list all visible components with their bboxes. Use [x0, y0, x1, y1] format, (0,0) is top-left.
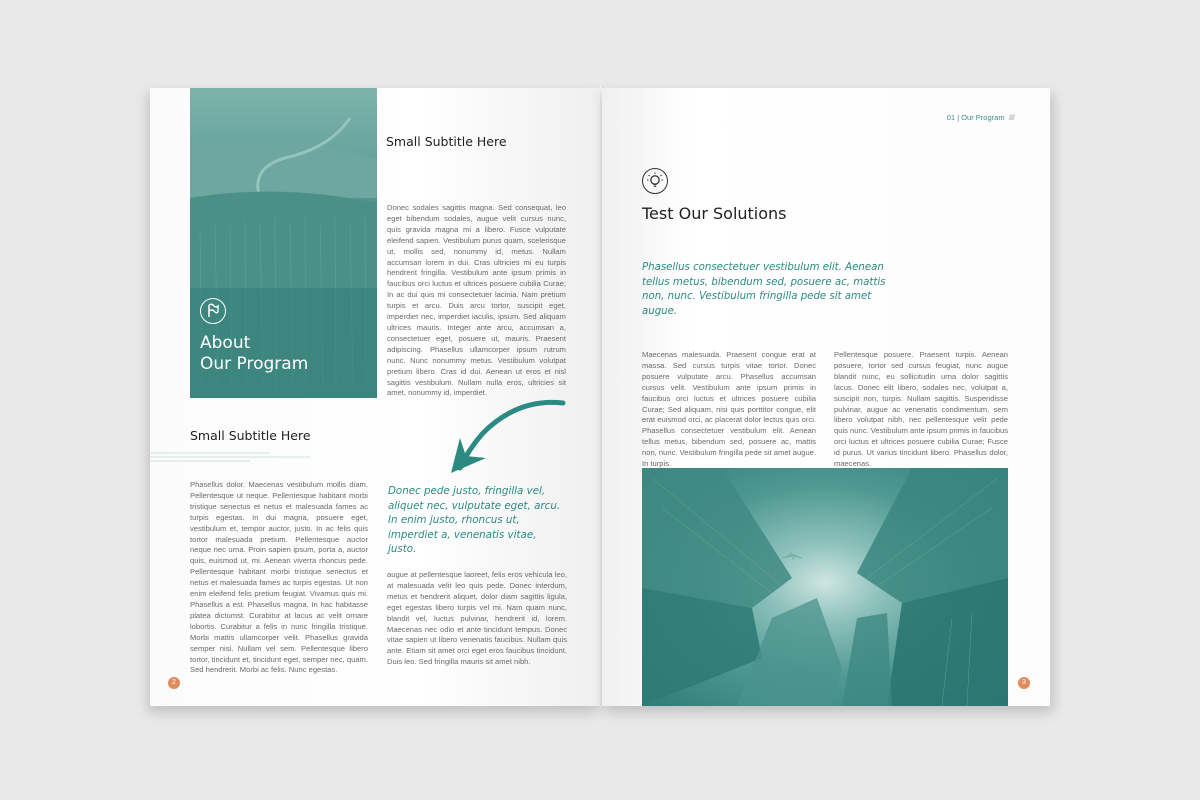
right-pull-quote: Phasellus consectetuer vestibulum elit. Aenean tellus metus, bibendum sed, posuere ac, mattis non, nunc. Vestibulum fringilla pede sit amet augue. — [642, 262, 886, 317]
page-number: 3 — [1018, 677, 1030, 689]
left-pull-quote: Donec pede justo, fringilla vel, aliquet nec, vulputate eget, arcu. In enim justo, rhoncus ut, imperdiet a, venenatis vitae, justo. — [388, 485, 561, 556]
curved-arrow-icon — [448, 398, 568, 478]
bottom-body-text: Phasellus dolor. Maecenas vestibulum mollis diam. Pellentesque ut neque. Pellentesque habitant morbi tristique senectus et netus et malesuada fames ac turpis egestas. In dui magna, posuere eget, vestibulum et, tempor auctor, justo. In ac felis quis tortor malesuada pretium. Pellentesque auctor neque nec urna. Proin sapien ipsum, porta a, auctor quis, euismod ut, mi. Aenean viverra rhoncus pede. Pellentesque habitant morbi tristique senectus et netus et malesuada fames ac turpis egestas. Ut non enim eleifend felis pretium feugiat. Vivamus quis mi. Phasellus a est. Phasellus magna. In hac habitasse platea dictumst. Curabitur at lacus ac velit ornare lobortis. Curabitur a felis in nunc fringilla tristique. Morbi mattis ullamcorper velit. Phasellus gravida semper nisi. Nullam vel sem. Pellentesque libero tortor, tincidunt et, tincidunt eget, semper nec, quam. Sed hendrerit. Morbi ac felis. Nunc egestas. — [190, 480, 368, 675]
top-body-text: Donec sodales sagittis magna. Sed consequat, leo eget bibendum sodales, augue velit cursus nunc, quis gravida magna mi a libero. Fusce vulputate eleifend sapien. Vestibulum purus quam, scelerisque ut, mollis sed, nonummy id, metus. Nullam accumsan lorem in dui. Cras ultricies mi eu turpis hendrerit fringilla. Vestibulum ante ipsum primis in faucibus orci luctus et ultrices posuere cubilia Curae; In ac dui quis mi consectetuer lacinia. Nam pretium turpis et arcu. Duis arcu tortor, suscipit eget, imperdiet nec, imperdiet iaculis, ipsum. Sed aliquam ultrices mauris. Integer ante arcu, accumsan a, consectetuer eget, posuere ut, mauris. Praesent adipiscing. Phasellus ullamcorper ipsum rutrum nunc. Nunc nonummy metus. Vestibulum volutpat pretium libero. Cras id dui. Aenean ut eros et nisl sagittis vestibulum. Nullam nulla eros, ultricies sit amet, nonummy id, imperdiet. — [387, 203, 566, 398]
right-column-1-text: Maecenas malesuada. Praesent congue erat at massa. Sed cursus turpis vitae tortor. Donec posuere vulputate arcu. Phasellus accumsan cursus velit. Vestibulum ante ipsum primis in faucibus orci luctus et ultrices posuere cubilia Curae; Sed aliquam, nisi quis porttitor congue, elit erat euismod orci, ac placerat dolor lectus quis orci. Phasellus consectetuer vestibulum elit. Aenean tellus metus, bibendum sed, posuere ac, mattis non, nunc. Vestibulum fringilla pede sit amet augue. In turpis. — [642, 350, 816, 469]
running-header-slashes: ///// — [1008, 113, 1014, 122]
flag-icon — [200, 298, 226, 324]
running-header-text: 01 | Our Program — [946, 113, 1005, 122]
bottom-subtitle: Small Subtitle Here — [190, 428, 311, 443]
skyscrapers-illustration — [642, 468, 1008, 706]
right-page — [602, 88, 1050, 706]
decorative-lines — [150, 450, 350, 464]
running-header — [947, 113, 1014, 122]
left-page — [150, 88, 600, 706]
hero-title: About Our Program — [200, 333, 309, 374]
section-title: Test Our Solutions — [642, 204, 787, 223]
skyscrapers-image — [642, 468, 1008, 706]
top-subtitle: Small Subtitle Here — [386, 134, 507, 149]
lightbulb-icon — [642, 168, 668, 194]
quote-body-text: augue at pellentesque laoreet, felis eros vehicula leo, at malesuada velit leo quis pede. Donec interdum, metus et hendrerit aliquet, dolor diam sagittis ligula, eget egestas libero turpis vel mi. Nam quam nunc, blandit vel, luctus pulvinar, hendrerit id, lorem. Maecenas nec odio et ante tincidunt tempus. Donec vitae sapien ut libero venenatis faucibus. Nullam quis ante. Etiam sit amet orci eget eros faucibus tincidunt. Duis leo. Sed fringilla mauris sit amet nibh. — [387, 570, 567, 667]
hero-image-wheat-field — [190, 88, 377, 398]
page-number: 2 — [168, 677, 180, 689]
right-column-2-text: Pellentesque posuere. Praesent turpis. Aenean posuere, tortor sed cursus feugiat, nunc augue blandit nunc, eu sollicitudin urna dolor sagittis lacus. Donec elit libero, sodales nec, volutpat a, suscipit non, turpis. Nullam sagittis. Suspendisse pulvinar, augue ac venenatis condimentum, sem libero volutpat nibh, nec pellentesque velit pede quis nunc. Vestibulum ante ipsum primis in faucibus orci luctus et ultrices posuere cubilia Curae; Fusce id purus. Ut varius tincidunt libero. Phasellus dolor, maecenas. — [834, 350, 1008, 469]
